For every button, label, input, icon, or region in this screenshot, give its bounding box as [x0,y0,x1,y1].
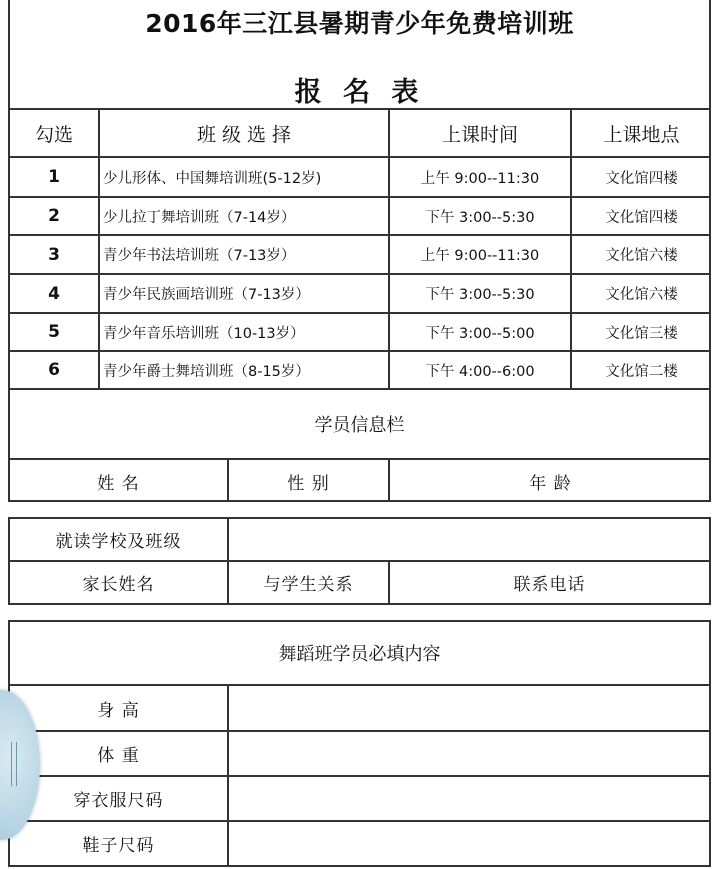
header-place: 上课地点 [603,123,680,146]
row-2-select-cell[interactable]: 2 [48,206,60,226]
relation-label[interactable]: 与学生关系 [263,575,354,595]
height-field[interactable] [229,686,709,730]
row-2-course: 少儿拉丁舞培训班（7-14岁） [103,209,296,226]
row-6-place: 文化馆二楼 [605,363,678,380]
dance-info-title: 舞蹈班学员必填内容 [278,644,441,665]
row-5-select-cell[interactable]: 5 [48,322,60,342]
row-4-place: 文化馆六楼 [605,287,678,303]
shoe-size-label: 鞋子尺码 [82,836,155,856]
row-5-course: 青少年音乐培训班（10-13岁） [103,325,305,342]
form-title: 2016年三江县暑期青少年免费培训班 [145,9,574,38]
row-1-select-cell[interactable]: 1 [48,167,60,187]
weight-label: 体 重 [97,746,140,766]
row-3-place: 文化馆六楼 [605,248,678,264]
clothes-size-label: 穿衣服尺码 [73,791,164,811]
row-5-time: 下午 3:00--5:00 [425,325,535,342]
header-course: 班 级 选 择 [196,123,292,146]
row-6-select-cell[interactable]: 6 [48,360,60,380]
row-5-place: 文化馆三楼 [605,325,678,342]
name-label[interactable]: 姓 名 [97,473,140,494]
weight-field[interactable] [229,732,709,775]
row-4-select-cell[interactable]: 4 [48,283,60,304]
shoe-size-field[interactable] [229,822,709,865]
header-time: 上课时间 [441,123,518,146]
clothes-size-field[interactable] [229,777,709,820]
header-select: 勾选 [34,123,73,146]
phone-label[interactable]: 联系电话 [513,575,586,595]
row-1-course: 少儿形体、中国舞培训班(5-12岁) [103,170,322,187]
row-6-time: 下午 4:00--6:00 [425,363,535,380]
student-info-title: 学员信息栏 [314,415,405,436]
row-2-time: 下午 3:00--5:30 [425,209,535,226]
parent-name-label[interactable]: 家长姓名 [82,575,155,595]
row-3-time: 上午 9:00--11:30 [420,248,540,264]
row-6-course: 青少年爵士舞培训班（8-15岁） [103,363,310,380]
row-3-course: 青少年书法培训班（7-13岁） [103,248,296,264]
form-subtitle: 报 名 表 [294,76,425,108]
row-2-place: 文化馆四楼 [605,209,678,226]
row-1-place: 文化馆四楼 [605,170,678,187]
row-4-time: 下午 3:00--5:30 [425,287,535,303]
age-label[interactable]: 年 龄 [529,473,572,494]
row-3-select-cell[interactable]: 3 [48,244,60,265]
height-label: 身 高 [97,700,140,721]
school-class-field[interactable] [229,519,709,560]
row-4-course: 青少年民族画培训班（7-13岁） [103,287,310,303]
gender-label[interactable]: 性 别 [287,473,330,494]
school-class-label: 就读学校及班级 [55,532,182,552]
row-1-time: 上午 9:00--11:30 [420,170,540,187]
